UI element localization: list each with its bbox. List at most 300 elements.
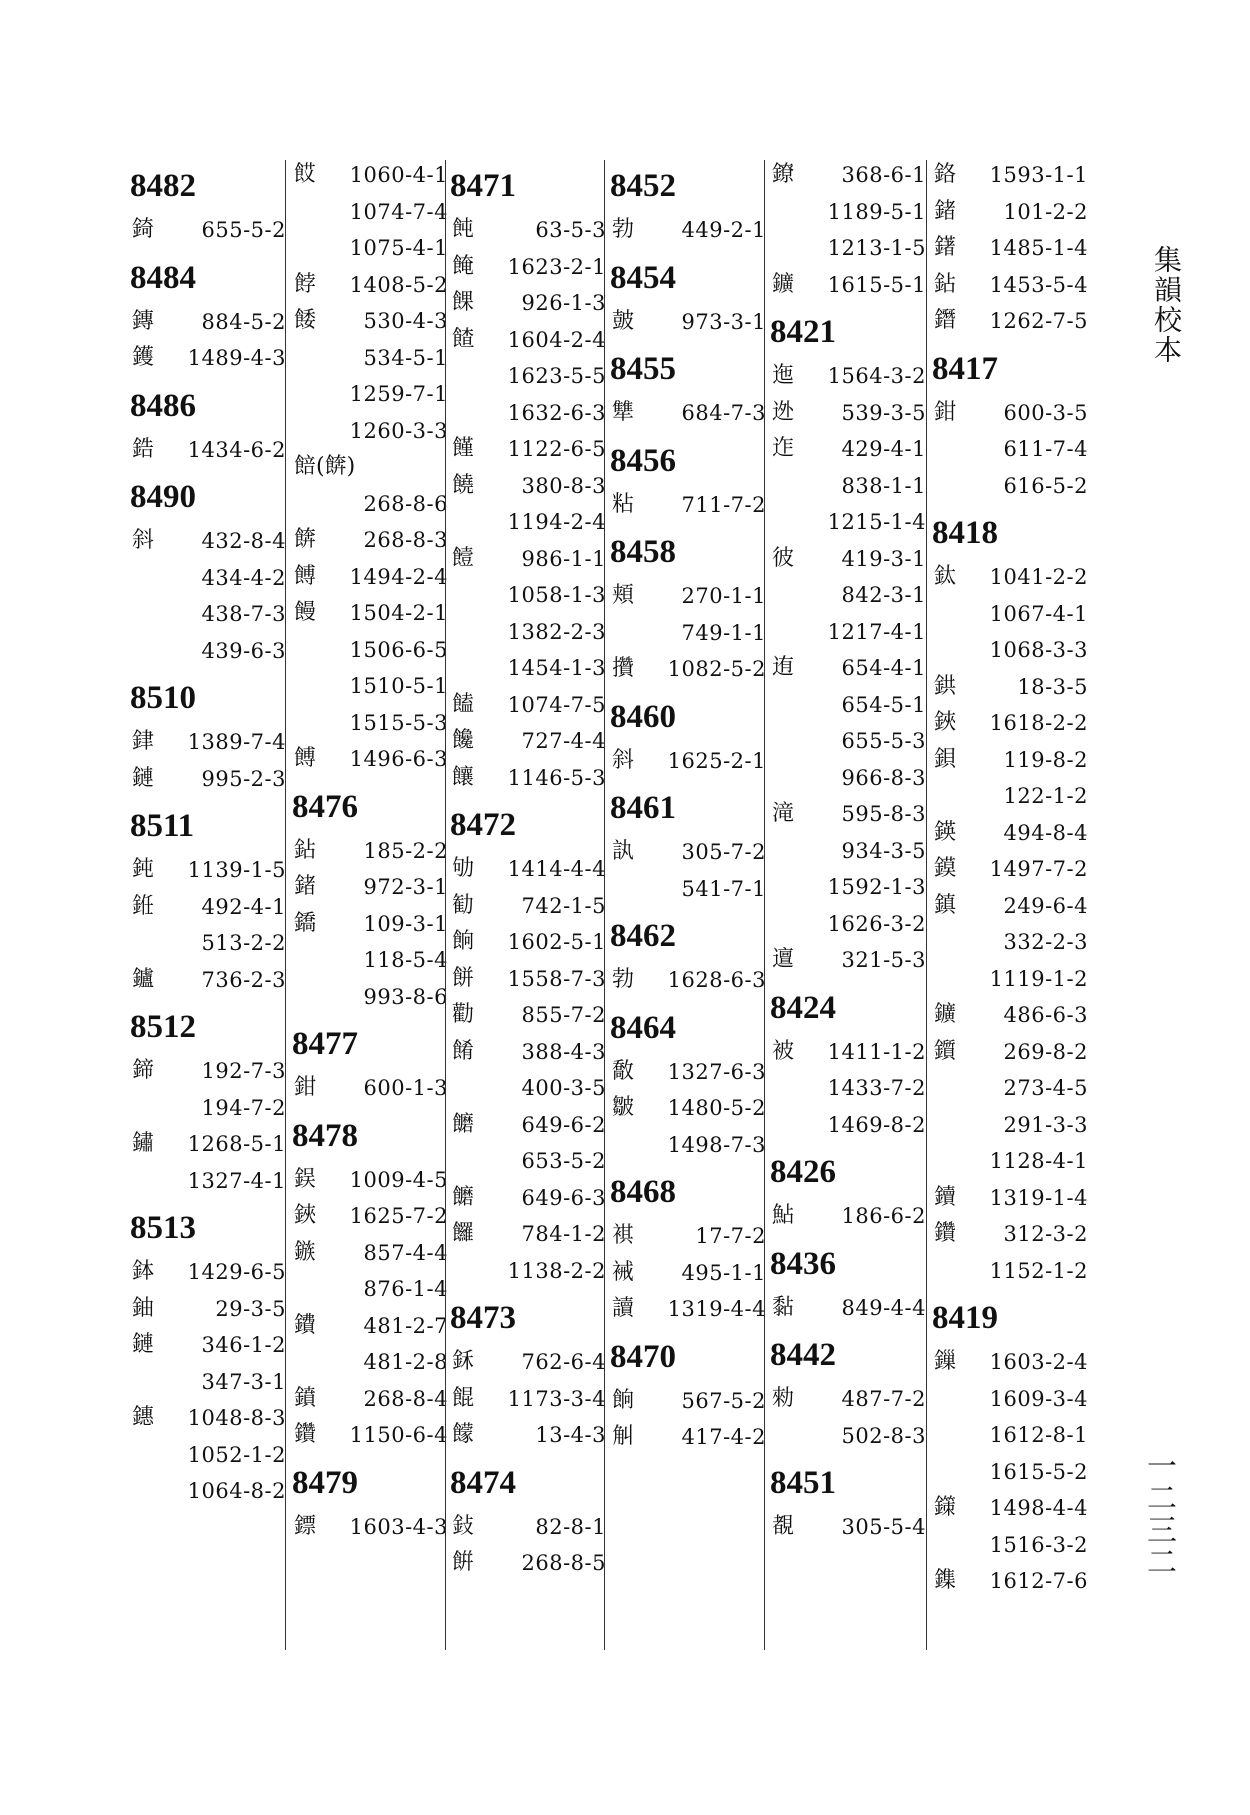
index-entry (290, 1235, 450, 1272)
entry-character: 鏁 (934, 1349, 957, 1374)
index-entry (448, 541, 608, 578)
entry-reference: 494-8-4 (1003, 820, 1088, 845)
entry-reference: 1150-6-4 (349, 1423, 448, 1447)
entry-reference: 439-6-3 (201, 638, 286, 663)
entry-reference: 388-4-3 (521, 1039, 606, 1064)
entry-character: 鉗 (934, 399, 957, 425)
entry-character: 劬 (452, 856, 475, 881)
index-entry (290, 1198, 450, 1235)
entry-reference: 1052-1-2 (187, 1442, 286, 1467)
index-number-heading: 8458 (610, 534, 676, 570)
column-divider (764, 160, 765, 1650)
entry-character: 鉗 (294, 1075, 317, 1100)
entry-character: 饉 (452, 436, 475, 461)
entry-character: 鏈 (132, 765, 155, 791)
entry-character: 迮 (772, 436, 795, 461)
index-entry (768, 650, 928, 687)
entry-character: 鐯 (934, 235, 957, 260)
entry-character: 饟 (452, 764, 475, 790)
entry-character: 鑛 (772, 271, 795, 297)
entry-reference: 419-3-1 (841, 546, 926, 571)
index-number-heading: 8490 (130, 479, 196, 515)
entry-reference: 784-1-2 (521, 1222, 606, 1246)
entry-character: 鋏 (294, 1203, 317, 1228)
index-entry (930, 1417, 1090, 1454)
index-entry (608, 1419, 768, 1456)
entry-reference: 486-6-3 (1003, 1003, 1088, 1027)
entry-character: 饒 (452, 472, 475, 498)
index-entry (768, 157, 928, 194)
entry-character: 鏢 (294, 1513, 317, 1539)
entry-character: 鏶 (934, 1568, 957, 1593)
index-number-heading: 8486 (130, 387, 196, 424)
entry-reference: 1067-4-1 (989, 601, 1088, 626)
entry-character: 饁 (452, 691, 475, 717)
column-divider (604, 160, 605, 1650)
entry-character: 皷 (612, 308, 635, 334)
entry-reference: 1327-4-1 (187, 1168, 286, 1193)
entry-character: 迶 (772, 655, 795, 680)
entry-reference: 611-7-4 (1003, 437, 1088, 461)
index-entry (290, 942, 450, 979)
index-entry (128, 1437, 288, 1474)
index-entry (930, 1454, 1090, 1491)
entry-character: 錡 (132, 217, 155, 242)
entry-reference: 1603-2-4 (989, 1350, 1088, 1374)
entry-reference: 273-4-5 (1003, 1076, 1088, 1100)
index-entry (290, 1308, 450, 1345)
entry-character: 迯 (772, 399, 795, 425)
entry-reference: 63-5-3 (535, 218, 606, 242)
entry-reference: 655-5-2 (201, 218, 286, 242)
index-entry (608, 871, 768, 908)
entry-reference: 1217-4-1 (827, 619, 926, 644)
entry-reference: 530-4-3 (363, 309, 448, 333)
index-entry (290, 595, 450, 632)
index-entry (290, 1417, 450, 1454)
index-number-heading: 8476 (292, 788, 358, 825)
index-entry (128, 1327, 288, 1364)
index-entry (128, 340, 288, 377)
index-number-heading: 8436 (770, 1245, 836, 1282)
entry-reference: 1319-4-4 (667, 1297, 766, 1321)
index-entry (768, 869, 928, 906)
entry-reference: 1498-4-4 (989, 1496, 1088, 1520)
entry-reference: 742-1-5 (521, 893, 606, 918)
index-entry (448, 924, 608, 961)
index-entry (448, 614, 608, 651)
entry-character: 鏸 (132, 1405, 155, 1430)
entry-reference: 1429-6-5 (187, 1260, 286, 1284)
entry-reference: 1414-4-4 (507, 857, 606, 881)
entry-reference: 122-1-2 (1003, 784, 1088, 808)
index-entry (448, 322, 608, 359)
entry-character: 裓 (612, 1259, 635, 1285)
index-number-heading: 8484 (130, 259, 196, 296)
index-entry (290, 632, 450, 669)
index-entry (768, 1381, 928, 1418)
index-entry (290, 979, 450, 1016)
index-entry (128, 633, 288, 670)
entry-reference: 291-3-3 (1003, 1112, 1088, 1137)
entry-character: 邅 (772, 947, 795, 972)
entry-character: 饛 (452, 1422, 475, 1447)
entry-character: 餺 (294, 746, 317, 771)
index-entry (930, 705, 1090, 742)
index-entry (930, 888, 1090, 925)
index-entry (930, 1180, 1090, 1217)
entry-reference: 1504-2-1 (349, 601, 448, 625)
entry-reference: 1454-1-3 (507, 656, 606, 680)
entry-reference: 1564-3-2 (827, 364, 926, 388)
index-entry (290, 1271, 450, 1308)
index-number-heading: 8462 (610, 918, 676, 954)
entry-reference: 429-4-1 (841, 437, 926, 461)
index-entry (768, 395, 928, 432)
index-entry (930, 267, 1090, 304)
index-entry (128, 1400, 288, 1437)
index-entry (290, 833, 450, 870)
entry-reference: 305-7-2 (681, 840, 766, 864)
entry-reference: 654-4-1 (841, 656, 926, 680)
entry-character: 饐 (452, 545, 475, 571)
index-entry (930, 194, 1090, 231)
index-number-heading: 8454 (610, 259, 676, 296)
entry-character: 斜 (612, 747, 635, 773)
index-entry (290, 668, 450, 705)
index-entry (448, 395, 608, 432)
index-entry (768, 723, 928, 760)
index-entry (448, 1344, 608, 1381)
entry-reference: 1625-7-2 (349, 1204, 448, 1228)
entry-reference: 1262-7-5 (989, 309, 1088, 333)
entry-character: 鈍 (132, 857, 155, 882)
entry-reference: 1453-5-4 (989, 272, 1088, 297)
index-entry (448, 212, 608, 249)
column-divider (445, 160, 446, 1650)
index-entry (930, 1253, 1090, 1290)
index-entry (768, 942, 928, 979)
entry-reference: 616-5-2 (1003, 473, 1088, 498)
index-entry (930, 1143, 1090, 1180)
entry-reference: 1215-1-4 (827, 510, 926, 534)
entry-character: 餠 (452, 1550, 475, 1575)
entry-character: 餺 (294, 563, 317, 589)
entry-character: 粘 (612, 491, 635, 517)
index-entry (608, 651, 768, 688)
entry-character: 鋘 (294, 1166, 317, 1192)
index-entry (930, 1344, 1090, 1381)
index-column-1 (128, 157, 288, 1510)
index-entry (290, 1381, 450, 1418)
index-entry (608, 578, 768, 615)
entry-reference: 1623-5-5 (507, 364, 606, 388)
entry-character: 鏌 (934, 856, 957, 881)
entry-reference: 1485-1-4 (989, 236, 1088, 260)
index-entry (768, 1290, 928, 1327)
entry-reference: 649-6-3 (521, 1185, 606, 1210)
entry-reference: 1064-8-2 (187, 1479, 286, 1503)
entry-character: 鐼 (294, 1385, 317, 1411)
entry-reference: 1516-3-2 (989, 1532, 1088, 1557)
entry-reference: 29-3-5 (215, 1296, 286, 1321)
entry-reference: 567-5-2 (681, 1388, 766, 1413)
entry-reference: 1625-2-1 (667, 748, 766, 773)
entry-character: 鈙 (452, 1513, 475, 1539)
entry-character: 斜 (132, 528, 155, 553)
entry-reference: 749-1-1 (681, 620, 766, 645)
index-column-2 (290, 157, 450, 1545)
index-entry (930, 632, 1090, 669)
entry-reference: 600-1-3 (363, 1076, 448, 1100)
index-entry (290, 157, 450, 194)
index-number-heading: 8477 (292, 1026, 358, 1062)
index-entry (290, 230, 450, 267)
entry-character: 鑟 (934, 1184, 957, 1210)
index-entry (608, 395, 768, 432)
index-entry (448, 1107, 608, 1144)
entry-character: 鐐 (772, 162, 795, 187)
index-entry (608, 304, 768, 341)
entry-character: 銉 (132, 729, 155, 754)
index-entry (448, 249, 608, 286)
index-entry (128, 1090, 288, 1127)
index-entry (768, 1509, 928, 1546)
index-entry (930, 1070, 1090, 1107)
entry-reference: 1074-7-5 (507, 692, 606, 717)
index-number-heading: 8478 (292, 1117, 358, 1154)
entry-reference: 1632-6-3 (507, 400, 606, 425)
entry-reference: 1434-6-2 (187, 437, 286, 462)
entry-reference: 305-5-4 (841, 1515, 926, 1539)
entry-reference: 1618-2-2 (989, 711, 1088, 735)
index-entry (768, 906, 928, 943)
index-number-heading: 8460 (610, 698, 676, 735)
entry-character: 鐈 (294, 910, 317, 936)
entry-reference: 492-4-1 (201, 894, 286, 919)
entry-reference: 993-8-6 (363, 984, 448, 1009)
index-entry (290, 1344, 450, 1381)
entry-reference: 1138-2-2 (507, 1258, 606, 1283)
index-entry (290, 486, 450, 523)
entry-reference: 18-3-5 (1017, 674, 1088, 699)
index-entry (128, 304, 288, 341)
entry-character: 饅 (294, 600, 317, 625)
entry-reference: 736-2-3 (201, 967, 286, 992)
index-entry (128, 889, 288, 926)
index-entry (290, 1070, 450, 1107)
index-entry (768, 1107, 928, 1144)
entry-reference: 1074-7-4 (349, 199, 448, 224)
index-entry (448, 1180, 608, 1217)
entry-character: 餢(餴) (294, 454, 356, 479)
entry-reference: 1082-5-2 (667, 657, 766, 681)
index-entry (768, 833, 928, 870)
index-entry (448, 961, 608, 998)
entry-reference: 1268-5-1 (187, 1132, 286, 1156)
entry-character: 鎮 (934, 892, 957, 918)
index-number-heading: 8471 (450, 168, 516, 204)
entry-character: 訙 (612, 839, 635, 864)
entry-reference: 1506-6-5 (349, 637, 448, 662)
entry-reference: 1615-5-2 (989, 1459, 1088, 1484)
entry-reference: 1515-5-3 (349, 710, 448, 735)
entry-reference: 487-7-2 (841, 1387, 926, 1411)
entry-reference: 1259-7-1 (349, 382, 448, 406)
index-entry (930, 1527, 1090, 1564)
entry-reference: 1009-4-5 (349, 1167, 448, 1192)
entry-character: 鏃 (294, 1239, 317, 1265)
index-entry (608, 962, 768, 999)
entry-reference: 1604-2-4 (507, 327, 606, 352)
index-entry (448, 1381, 608, 1418)
entry-reference: 449-2-1 (681, 218, 766, 242)
index-entry (930, 924, 1090, 961)
entry-character: 饝 (452, 1111, 475, 1137)
entry-reference: 1602-5-1 (507, 930, 606, 954)
entry-character: 鋏 (934, 710, 957, 735)
index-entry (930, 669, 1090, 706)
entry-character: 頬 (612, 583, 635, 608)
index-number-heading: 8461 (610, 790, 676, 826)
index-entry (768, 796, 928, 833)
entry-reference: 495-1-1 (681, 1260, 766, 1285)
index-entry (930, 1216, 1090, 1253)
entry-reference: 838-1-1 (841, 473, 926, 498)
index-entry (608, 1218, 768, 1255)
index-number-heading: 8464 (610, 1009, 676, 1046)
index-entry (768, 358, 928, 395)
index-entry (128, 1254, 288, 1291)
entry-reference: 1041-2-2 (989, 565, 1088, 589)
index-number-heading: 8455 (610, 351, 676, 387)
entry-reference: 876-1-4 (363, 1277, 448, 1301)
index-number-heading: 8442 (770, 1337, 836, 1373)
entry-reference: 541-7-1 (681, 876, 766, 901)
index-entry (290, 267, 450, 304)
index-entry (128, 925, 288, 962)
entry-reference: 1260-3-3 (349, 418, 448, 443)
index-entry (448, 1417, 608, 1454)
index-entry (128, 1126, 288, 1163)
entry-character: 鏈 (132, 1332, 155, 1357)
entry-reference: 368-6-1 (841, 163, 926, 187)
index-entry (448, 285, 608, 322)
index-entry (128, 1163, 288, 1200)
entry-reference: 502-8-3 (841, 1423, 926, 1448)
index-entry (290, 741, 450, 778)
entry-character: 迤 (772, 363, 795, 388)
book-title: 集韻校本 (1150, 245, 1183, 365)
index-entry (290, 194, 450, 231)
entry-character: 攢 (612, 656, 635, 681)
entry-character: 鍺 (934, 198, 957, 224)
entry-character: 鑊 (132, 345, 155, 370)
entry-reference: 346-1-2 (201, 1333, 286, 1357)
index-entry (448, 468, 608, 505)
index-entry (290, 376, 450, 413)
entry-reference: 1122-6-5 (507, 437, 606, 461)
entry-reference: 1558-7-3 (507, 966, 606, 991)
column-divider (285, 160, 286, 1650)
index-entry (448, 1143, 608, 1180)
entry-character: 銋 (132, 893, 155, 919)
entry-character: 彼 (772, 545, 795, 571)
entry-character: 被 (772, 1038, 795, 1064)
entry-character: 饠 (452, 1221, 475, 1246)
entry-reference: 595-8-3 (841, 802, 926, 826)
index-entry (930, 1034, 1090, 1071)
entry-reference: 481-2-8 (363, 1350, 448, 1374)
entry-reference: 534-5-1 (363, 345, 448, 370)
index-entry (608, 1255, 768, 1292)
entry-character: 鉢 (132, 1259, 155, 1284)
entry-reference: 986-1-1 (521, 546, 606, 571)
index-entry (930, 468, 1090, 505)
index-entry (608, 1383, 768, 1420)
entry-reference: 1498-7-3 (667, 1132, 766, 1157)
entry-character: 鐕 (934, 308, 957, 333)
entry-character: 飩 (452, 217, 475, 242)
index-number-heading: 8451 (770, 1465, 836, 1501)
index-entry (448, 577, 608, 614)
index-entry (290, 869, 450, 906)
index-entry (930, 1490, 1090, 1527)
index-number-heading: 8456 (610, 442, 676, 479)
entry-reference: 654-5-1 (841, 692, 926, 717)
entry-character: 黏 (772, 1294, 795, 1320)
entry-character: 餀 (294, 162, 317, 187)
entry-character: 皺 (612, 1095, 635, 1120)
entry-reference: 13-4-3 (535, 1423, 606, 1447)
entry-reference: 649-6-2 (521, 1112, 606, 1137)
index-column-5 (768, 157, 928, 1546)
index-number-heading: 8419 (932, 1300, 998, 1336)
entry-character: 餉 (452, 929, 475, 954)
page-number: 一二三二 (1141, 1450, 1176, 1578)
index-entry (448, 1216, 608, 1253)
index-entry (448, 760, 608, 797)
index-entry (608, 1127, 768, 1164)
entry-reference: 1623-2-1 (507, 254, 606, 279)
entry-reference: 249-6-4 (1003, 893, 1088, 918)
entry-reference: 1626-3-2 (827, 911, 926, 936)
index-number-heading: 8424 (770, 989, 836, 1026)
entry-character: 鍗 (132, 1058, 155, 1083)
index-entry (768, 1418, 928, 1455)
entry-reference: 82-8-1 (535, 1514, 606, 1539)
entry-character: 餧 (294, 308, 317, 333)
index-entry (608, 487, 768, 524)
entry-reference: 268-8-6 (363, 491, 448, 516)
index-number-heading: 8510 (130, 680, 196, 716)
index-entry (768, 760, 928, 797)
entry-reference: 194-7-2 (201, 1095, 286, 1120)
entry-reference: 926-1-3 (521, 291, 606, 315)
index-entry (128, 596, 288, 633)
entry-reference: 973-3-1 (681, 309, 766, 334)
index-number-heading: 8418 (932, 515, 998, 551)
entry-reference: 1408-5-2 (349, 272, 448, 297)
entry-reference: 321-5-3 (841, 948, 926, 972)
index-entry (128, 1291, 288, 1328)
entry-reference: 268-8-3 (363, 528, 448, 552)
entry-reference: 1139-1-5 (187, 858, 286, 882)
entry-reference: 966-8-3 (841, 765, 926, 790)
index-entry (608, 1291, 768, 1328)
index-entry (768, 614, 928, 651)
entry-character: 鏄 (132, 308, 155, 334)
